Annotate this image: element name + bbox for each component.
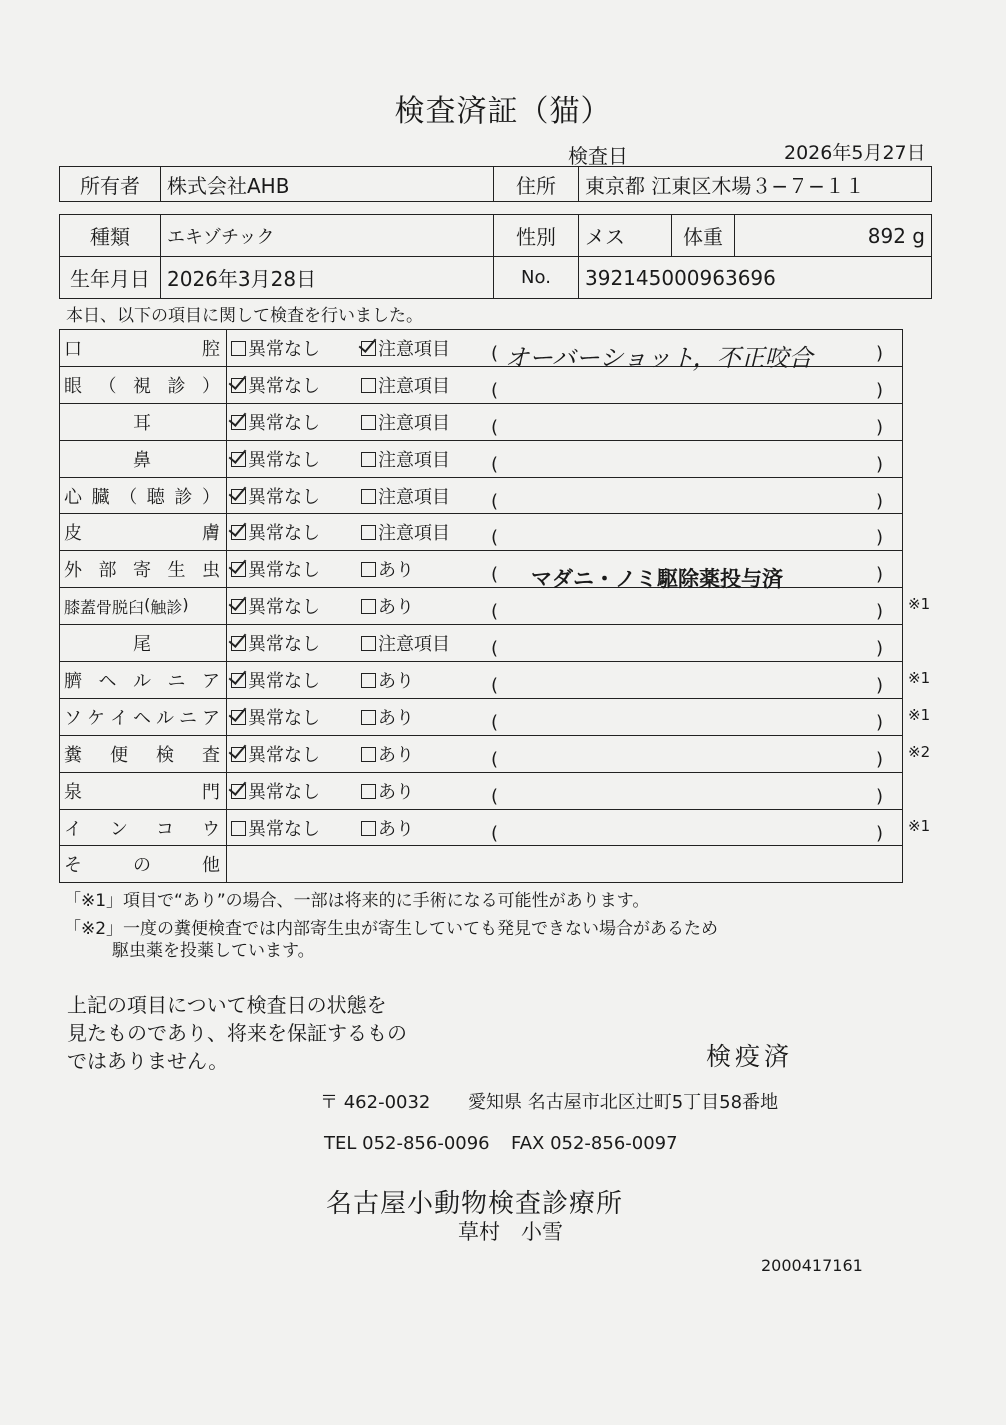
item-name-chars: ソ ケ イ ヘ ル ニ ア — [64, 707, 220, 729]
item-name — [60, 366, 227, 403]
checkup-row — [60, 698, 903, 735]
document-title: 検査済証（猫） — [394, 94, 612, 129]
checkbox-icon[interactable] — [231, 673, 246, 688]
option-caution[interactable] — [361, 815, 491, 841]
checkup-row — [60, 477, 903, 514]
option-normal[interactable] — [231, 778, 361, 804]
checkup-row — [60, 735, 903, 772]
option-caution[interactable] — [361, 667, 491, 693]
checkbox-icon[interactable] — [231, 599, 246, 614]
checkbox-icon[interactable] — [361, 784, 376, 799]
option-caution-label: 注意項目 — [378, 449, 450, 471]
option-normal-label: 異常なし — [248, 818, 320, 840]
item-name — [60, 772, 227, 809]
item-name — [60, 440, 227, 477]
type-label: 種類 — [60, 215, 161, 257]
option-caution-label: 注意項目 — [378, 486, 450, 508]
option-caution[interactable] — [361, 483, 491, 509]
clinic-address: 愛知県 名古屋市北区辻町5丁目58番地 — [468, 1092, 779, 1113]
footnote-2-line1: 「※2」一度の糞便検査では内部寄生虫が寄生していても発見できない場合があるため — [64, 919, 719, 939]
option-normal-label: 異常なし — [248, 338, 320, 360]
option-normal-label: 異常なし — [248, 744, 320, 766]
remarks-text: オーバーショット，不正咬合 — [505, 343, 813, 372]
item-name-chars: 口 腔 — [64, 338, 220, 360]
intro-text: 本日、以下の項目に関して検査を行いました。 — [66, 306, 423, 326]
option-normal[interactable] — [231, 667, 361, 693]
checkbox-icon[interactable] — [231, 489, 246, 504]
item-result: 異常なし 注意項目 ( ) — [227, 366, 903, 403]
other-value — [227, 846, 903, 883]
option-caution[interactable] — [361, 519, 491, 545]
item-name-chars: 尾 — [133, 634, 151, 656]
item-name-chars: 鼻 — [133, 449, 151, 471]
item-result: 異常なし 注意項目 ( ) — [227, 477, 903, 514]
item-result: 異常なし あり ( ) — [227, 698, 903, 735]
option-normal[interactable] — [231, 704, 361, 730]
option-caution-label: あり — [378, 707, 414, 729]
item-name-chars: 心 臓 （ 聴 診 ） — [64, 486, 220, 508]
checkup-row — [60, 403, 903, 440]
address-value: 東京都 江東区木場３−７−１１ — [579, 167, 932, 202]
serial-number: 2000417161 — [761, 1256, 863, 1275]
item-name — [60, 662, 227, 699]
checkbox-icon[interactable] — [361, 452, 376, 467]
option-normal[interactable] — [231, 409, 361, 435]
item-name — [60, 551, 227, 588]
checkbox-icon[interactable] — [231, 341, 246, 356]
footnote-mark: ※1 — [908, 595, 931, 614]
statement-line1: 上記の項目について検査日の状態を — [67, 993, 387, 1017]
option-normal-label: 異常なし — [248, 781, 320, 803]
checkup-row — [60, 330, 903, 367]
other-row — [60, 846, 903, 883]
item-name — [60, 625, 227, 662]
checkup-row — [60, 625, 903, 662]
exam-date-label: 検査日 — [568, 144, 628, 168]
checkbox-icon[interactable] — [361, 673, 376, 688]
birth-label: 生年月日 — [60, 257, 161, 299]
option-normal-label: 異常なし — [248, 560, 320, 582]
item-result: 異常なし あり ( ) — [227, 809, 903, 846]
option-caution[interactable] — [361, 593, 491, 619]
checkup-row — [60, 440, 903, 477]
option-caution-label: あり — [378, 670, 414, 692]
item-name — [60, 403, 227, 440]
option-normal[interactable] — [231, 556, 361, 582]
checkbox-icon[interactable] — [231, 525, 246, 540]
birth-value: 2026年3月28日 — [161, 257, 494, 299]
option-normal-label: 異常なし — [248, 670, 320, 692]
checkbox-icon[interactable] — [231, 636, 246, 651]
option-caution-label: 注意項目 — [378, 634, 450, 656]
type-value: エキゾチック — [161, 215, 494, 257]
option-caution[interactable] — [361, 335, 491, 361]
option-normal[interactable] — [231, 630, 361, 656]
item-name — [60, 588, 227, 625]
item-name — [60, 698, 227, 735]
clinic-tel: TEL 052-856-0096 — [324, 1133, 490, 1154]
item-result: 異常なし 注意項目 ( オーバーショット，不正咬合 ) — [227, 330, 903, 367]
option-normal[interactable] — [231, 815, 361, 841]
checkbox-icon[interactable] — [361, 562, 376, 577]
checkbox-icon[interactable] — [231, 747, 246, 762]
option-caution[interactable] — [361, 630, 491, 656]
no-label: No. — [494, 257, 579, 299]
checkbox-icon[interactable] — [361, 489, 376, 504]
item-name — [60, 735, 227, 772]
option-normal-label: 異常なし — [248, 707, 320, 729]
footnote-1: 「※1」項目で“あり”の場合、一部は将来的に手術になる可能性があります。 — [64, 891, 650, 911]
item-result: 異常なし 注意項目 ( ) — [227, 403, 903, 440]
option-caution-label: あり — [378, 560, 414, 582]
option-normal[interactable] — [231, 372, 361, 398]
vet-name: 草村 小雪 — [458, 1220, 563, 1244]
item-result: 異常なし 注意項目 ( ) — [227, 514, 903, 551]
option-normal-label: 異常なし — [248, 375, 320, 397]
option-caution[interactable] — [361, 372, 491, 398]
option-caution[interactable] — [361, 778, 491, 804]
checkbox-icon[interactable] — [361, 525, 376, 540]
item-name — [60, 514, 227, 551]
option-caution-label: あり — [378, 818, 414, 840]
checkup-row — [60, 514, 903, 551]
clinic-name: 名古屋小動物検査診療所 — [326, 1189, 624, 1219]
checkbox-icon[interactable] — [361, 636, 376, 651]
item-name-chars: 眼 （ 視 診 ） — [64, 375, 220, 397]
option-normal-label: 異常なし — [248, 634, 320, 656]
option-caution[interactable] — [361, 556, 491, 582]
option-caution-label: 注意項目 — [378, 338, 450, 360]
checkup-table — [59, 329, 903, 883]
weight-label: 体重 — [672, 215, 735, 257]
item-name — [60, 330, 227, 367]
checkbox-icon[interactable] — [231, 452, 246, 467]
item-name-chars: 膝 蓋 骨 脱 臼 ( 触 診 ) — [64, 594, 189, 617]
option-normal-label: 異常なし — [248, 597, 320, 619]
item-result: 異常なし あり ( ) — [227, 662, 903, 699]
option-caution[interactable] — [361, 741, 491, 767]
remarks-text: マダニ・ノミ駆除薬投与済 — [531, 567, 783, 592]
option-caution-label: あり — [378, 781, 414, 803]
option-normal[interactable] — [231, 741, 361, 767]
checkbox-icon[interactable] — [361, 821, 376, 836]
item-result: 異常なし あり ( ) — [227, 772, 903, 809]
footnote-2-line2: 駆虫薬を投薬しています。 — [112, 941, 315, 961]
item-result: 異常なし あり ( マダニ・ノミ駆除薬投与済 ) — [227, 551, 903, 588]
item-name-chars: 皮 膚 — [64, 523, 220, 545]
checkup-row — [60, 772, 903, 809]
checkbox-icon[interactable] — [231, 415, 246, 430]
item-result: 異常なし あり ( ) — [227, 588, 903, 625]
checkbox-icon[interactable] — [231, 821, 246, 836]
option-normal-label: 異常なし — [248, 449, 320, 471]
checkbox-icon[interactable] — [231, 378, 246, 393]
option-caution-label: 注意項目 — [378, 412, 450, 434]
quarantine-stamp: 検疫済 — [706, 1042, 794, 1071]
address-label: 住所 — [494, 167, 579, 202]
clinic-fax: FAX 052-856-0097 — [511, 1133, 678, 1154]
postal-code: 〒 462-0032 — [320, 1092, 431, 1113]
statement-line2: 見たものであり、将来を保証するもの — [67, 1021, 407, 1045]
item-name-chars: 外 部 寄 生 虫 — [64, 560, 220, 582]
owner-value: 株式会社AHB — [161, 167, 494, 202]
item-name-chars: 耳 — [133, 412, 151, 434]
other-label: そ の 他 — [60, 846, 227, 883]
checkbox-icon[interactable] — [361, 415, 376, 430]
weight-value: 892 g — [735, 215, 932, 257]
no-value: 392145000963696 — [579, 257, 932, 299]
option-normal[interactable] — [231, 483, 361, 509]
option-caution-label: 注意項目 — [378, 375, 450, 397]
option-caution-label: 注意項目 — [378, 523, 450, 545]
checkbox-icon[interactable] — [361, 710, 376, 725]
item-name — [60, 809, 227, 846]
pet-info-table — [59, 214, 932, 299]
footnote-mark: ※2 — [908, 742, 931, 761]
sex-label: 性別 — [494, 215, 579, 257]
checkup-row — [60, 809, 903, 846]
checkbox-icon[interactable] — [231, 562, 246, 577]
checkbox-icon[interactable] — [361, 747, 376, 762]
footnote-mark: ※1 — [908, 816, 931, 835]
option-normal-label: 異常なし — [248, 486, 320, 508]
option-caution[interactable] — [361, 446, 491, 472]
statement-line3: ではありません。 — [67, 1049, 229, 1073]
item-name — [60, 477, 227, 514]
checkbox-icon[interactable] — [361, 341, 376, 356]
option-normal[interactable] — [231, 335, 361, 361]
checkbox-icon[interactable] — [231, 710, 246, 725]
option-normal[interactable] — [231, 519, 361, 545]
option-normal[interactable] — [231, 593, 361, 619]
sex-value: メス — [579, 215, 672, 257]
option-normal-label: 異常なし — [248, 523, 320, 545]
item-name-chars: イ ン コ ウ — [64, 818, 220, 840]
item-result: 異常なし 注意項目 ( ) — [227, 625, 903, 662]
checkup-row — [60, 662, 903, 699]
option-caution[interactable] — [361, 409, 491, 435]
item-result: 異常なし あり ( ) — [227, 735, 903, 772]
option-caution-label: あり — [378, 597, 414, 619]
item-name-chars: 泉 門 — [64, 781, 220, 803]
option-normal[interactable] — [231, 446, 361, 472]
item-result: 異常なし 注意項目 ( ) — [227, 440, 903, 477]
item-name-chars: 糞 便 検 査 — [64, 744, 220, 766]
owner-label: 所有者 — [60, 167, 161, 202]
checkbox-icon[interactable] — [361, 378, 376, 393]
exam-date-value: 2026年5月27日 — [784, 142, 926, 164]
owner-table — [59, 166, 932, 202]
option-caution-label: あり — [378, 744, 414, 766]
item-name-chars: 臍 ヘ ル ニ ア — [64, 670, 220, 692]
option-normal-label: 異常なし — [248, 412, 320, 434]
checkup-row — [60, 551, 903, 588]
checkbox-icon[interactable] — [361, 599, 376, 614]
checkbox-icon[interactable] — [231, 784, 246, 799]
option-caution[interactable] — [361, 704, 491, 730]
footnote-mark: ※1 — [908, 669, 931, 688]
footnote-mark: ※1 — [908, 706, 931, 724]
